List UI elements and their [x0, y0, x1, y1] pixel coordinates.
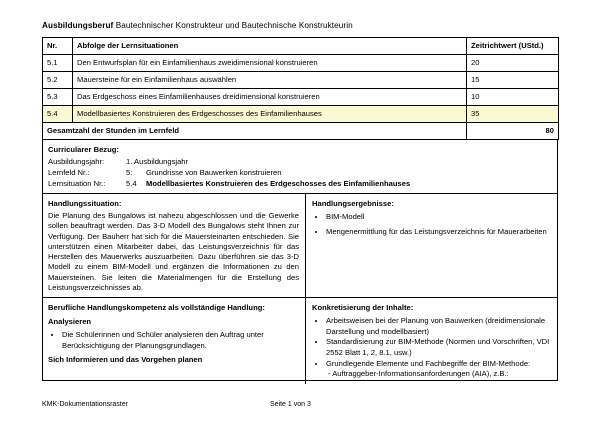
list-item: • Arbeitsweisen bei der Planung von Bauwerken (dreidimensionale Darstellung und modellbasiert)	[326, 316, 551, 337]
row-nr: 5.4	[43, 106, 73, 123]
handlungssituation-text: Die Planung des Bungalows ist nahezu abgeschlossen und die Gewerke sollen beauftragt werden. Das 3-D Modell des Bungalows steht Ihnen zur Verfügung. Der Bauherr hat sich für die Mauersteinarten entschieden. Sie unterstützen einen Mitarbeiter dabei, das Leistungsverzeichnis für das Herstellen des Mauerwerks auszuarbeiten. Dazu überführen sie das 3-D Modell zu einem BIM-Modell und ergänzen die Informationen zu den Mauersteinen. Sie leiten die Materialmengen für die Erstellung des Leistungsverzeichnisses ab.	[48, 211, 299, 293]
row-zeitrichtwert: 15	[467, 72, 559, 89]
lernfeld-number: 5:	[126, 168, 133, 177]
ausbildungsjahr-value: 1. Ausbildungsjahr	[126, 157, 189, 166]
handlungsergebnisse-column	[306, 194, 557, 297]
lernfeld-key: Lernfeld Nr.:	[48, 168, 90, 177]
row-zeitrichtwert: 20	[467, 55, 559, 72]
ausbildungsjahr-key: Ausbildungsjahr:	[48, 157, 105, 166]
konkretisierung-list	[312, 316, 551, 379]
lernsituation-title: Modellbasiertes Konstruieren des Erdgeschosses des Einfamilienhauses	[146, 179, 411, 188]
heading-label: Ausbildungsberuf	[42, 21, 114, 30]
total-value: 80	[467, 123, 559, 140]
row-nr: 5.2	[43, 72, 73, 89]
konkretisierung-column	[306, 298, 557, 383]
table-row-highlighted	[43, 106, 559, 123]
list-sub-item: - Auftraggeber-Informationsanforderungen (AIA), z.B.:	[328, 368, 509, 378]
row-nr: 5.1	[43, 55, 73, 72]
list-item: • Die Schülerinnen und Schüler analysieren den Auftrag unter Berücksichtigung der Planungsgrundlagen.	[62, 330, 299, 351]
row-description: Mauersteine für ein Einfamilienhaus auswählen	[73, 72, 467, 89]
table-row	[43, 72, 559, 89]
lernsituation-number: 5.4	[126, 179, 137, 188]
konkretisierung-title: Konkretisierung der Inhalte:	[312, 303, 414, 313]
situation-results-section	[43, 194, 557, 298]
row-zeitrichtwert: 35	[467, 106, 559, 123]
handlungsergebnisse-title: Handlungsergebnisse:	[312, 199, 394, 208]
table-header-row	[43, 38, 559, 55]
document-heading	[42, 20, 353, 31]
handlungsergebnisse-list	[312, 212, 551, 238]
curricular-lernsituation-row	[48, 178, 552, 189]
lernsituation-key: Lernsituation Nr.:	[48, 179, 106, 188]
header-abfolge: Abfolge der Lernsituationen	[73, 38, 467, 55]
footer-left-text: KMK-Dokumentationsraster	[42, 401, 128, 408]
lernfeld-title: Grundrisse von Bauwerken konstruieren	[146, 168, 282, 177]
list-item: • Standardisierung zur BIM-Methode (Normen und Vorschriften, VDI 2552 Blatt 1, 2, 8.1, usw.)	[326, 337, 551, 358]
row-description: Das Erdgeschoss eines Einfamilienhauses dreidimensional konstruieren	[73, 89, 467, 106]
list-item	[326, 359, 551, 380]
curricular-title: Curricularer Bezug:	[48, 145, 119, 154]
kompetenz-inhalte-section	[43, 298, 557, 383]
curricular-ausbildungsjahr-row	[48, 156, 552, 167]
lernsituationen-table	[42, 37, 559, 140]
table-row	[43, 89, 559, 106]
row-description: Modellbasiertes Konstruieren des Erdgeschosses des Einfamilienhauses	[73, 106, 467, 123]
total-label: Gesamtzahl der Stunden im Lernfeld	[43, 123, 467, 140]
list-item: • BIM-Modell	[326, 212, 551, 222]
handlungskompetenz-subhead-informieren: Sich Informieren und das Vorgehen planen	[48, 354, 203, 364]
handlungssituation-column	[43, 194, 306, 297]
handlungskompetenz-subhead-analysieren: Analysieren	[48, 317, 92, 327]
header-nr: Nr.	[43, 38, 73, 55]
curricular-lernfeld-row	[48, 167, 552, 178]
curricular-section	[43, 140, 557, 194]
handlungskompetenz-title: Berufliche Handlungskompetenz als vollständige Handlung:	[48, 303, 265, 313]
handlungssituation-title: Handlungssituation:	[48, 199, 122, 208]
heading-value: Bautechnischer Konstrukteur und Bautechnische Konstrukteurin	[115, 21, 353, 30]
table-total-row	[43, 123, 559, 140]
list-item: • Mengenermittlung für das Leistungsverzeichnis für Mauerarbeiten	[326, 227, 551, 237]
lernsituation-value-group	[126, 178, 552, 189]
row-zeitrichtwert: 10	[467, 89, 559, 106]
row-description: Den Entwurfsplan für ein Einfamilienhaus zweidimensional konstruieren	[73, 55, 467, 72]
row-nr: 5.3	[43, 89, 73, 106]
lernsituation-detail-box	[42, 139, 558, 381]
lernfeld-value-group	[126, 167, 552, 178]
footer-page-number: Seite 1 von 3	[270, 401, 311, 408]
table-row	[43, 55, 559, 72]
header-zeitrichtwert: Zeitrichtwert (UStd.)	[467, 38, 559, 55]
list-item-text: Grundlegende Elemente und Fachbegriffe der BIM-Methode:	[326, 358, 531, 368]
analysieren-list	[48, 330, 299, 351]
handlungskompetenz-column	[43, 298, 306, 383]
